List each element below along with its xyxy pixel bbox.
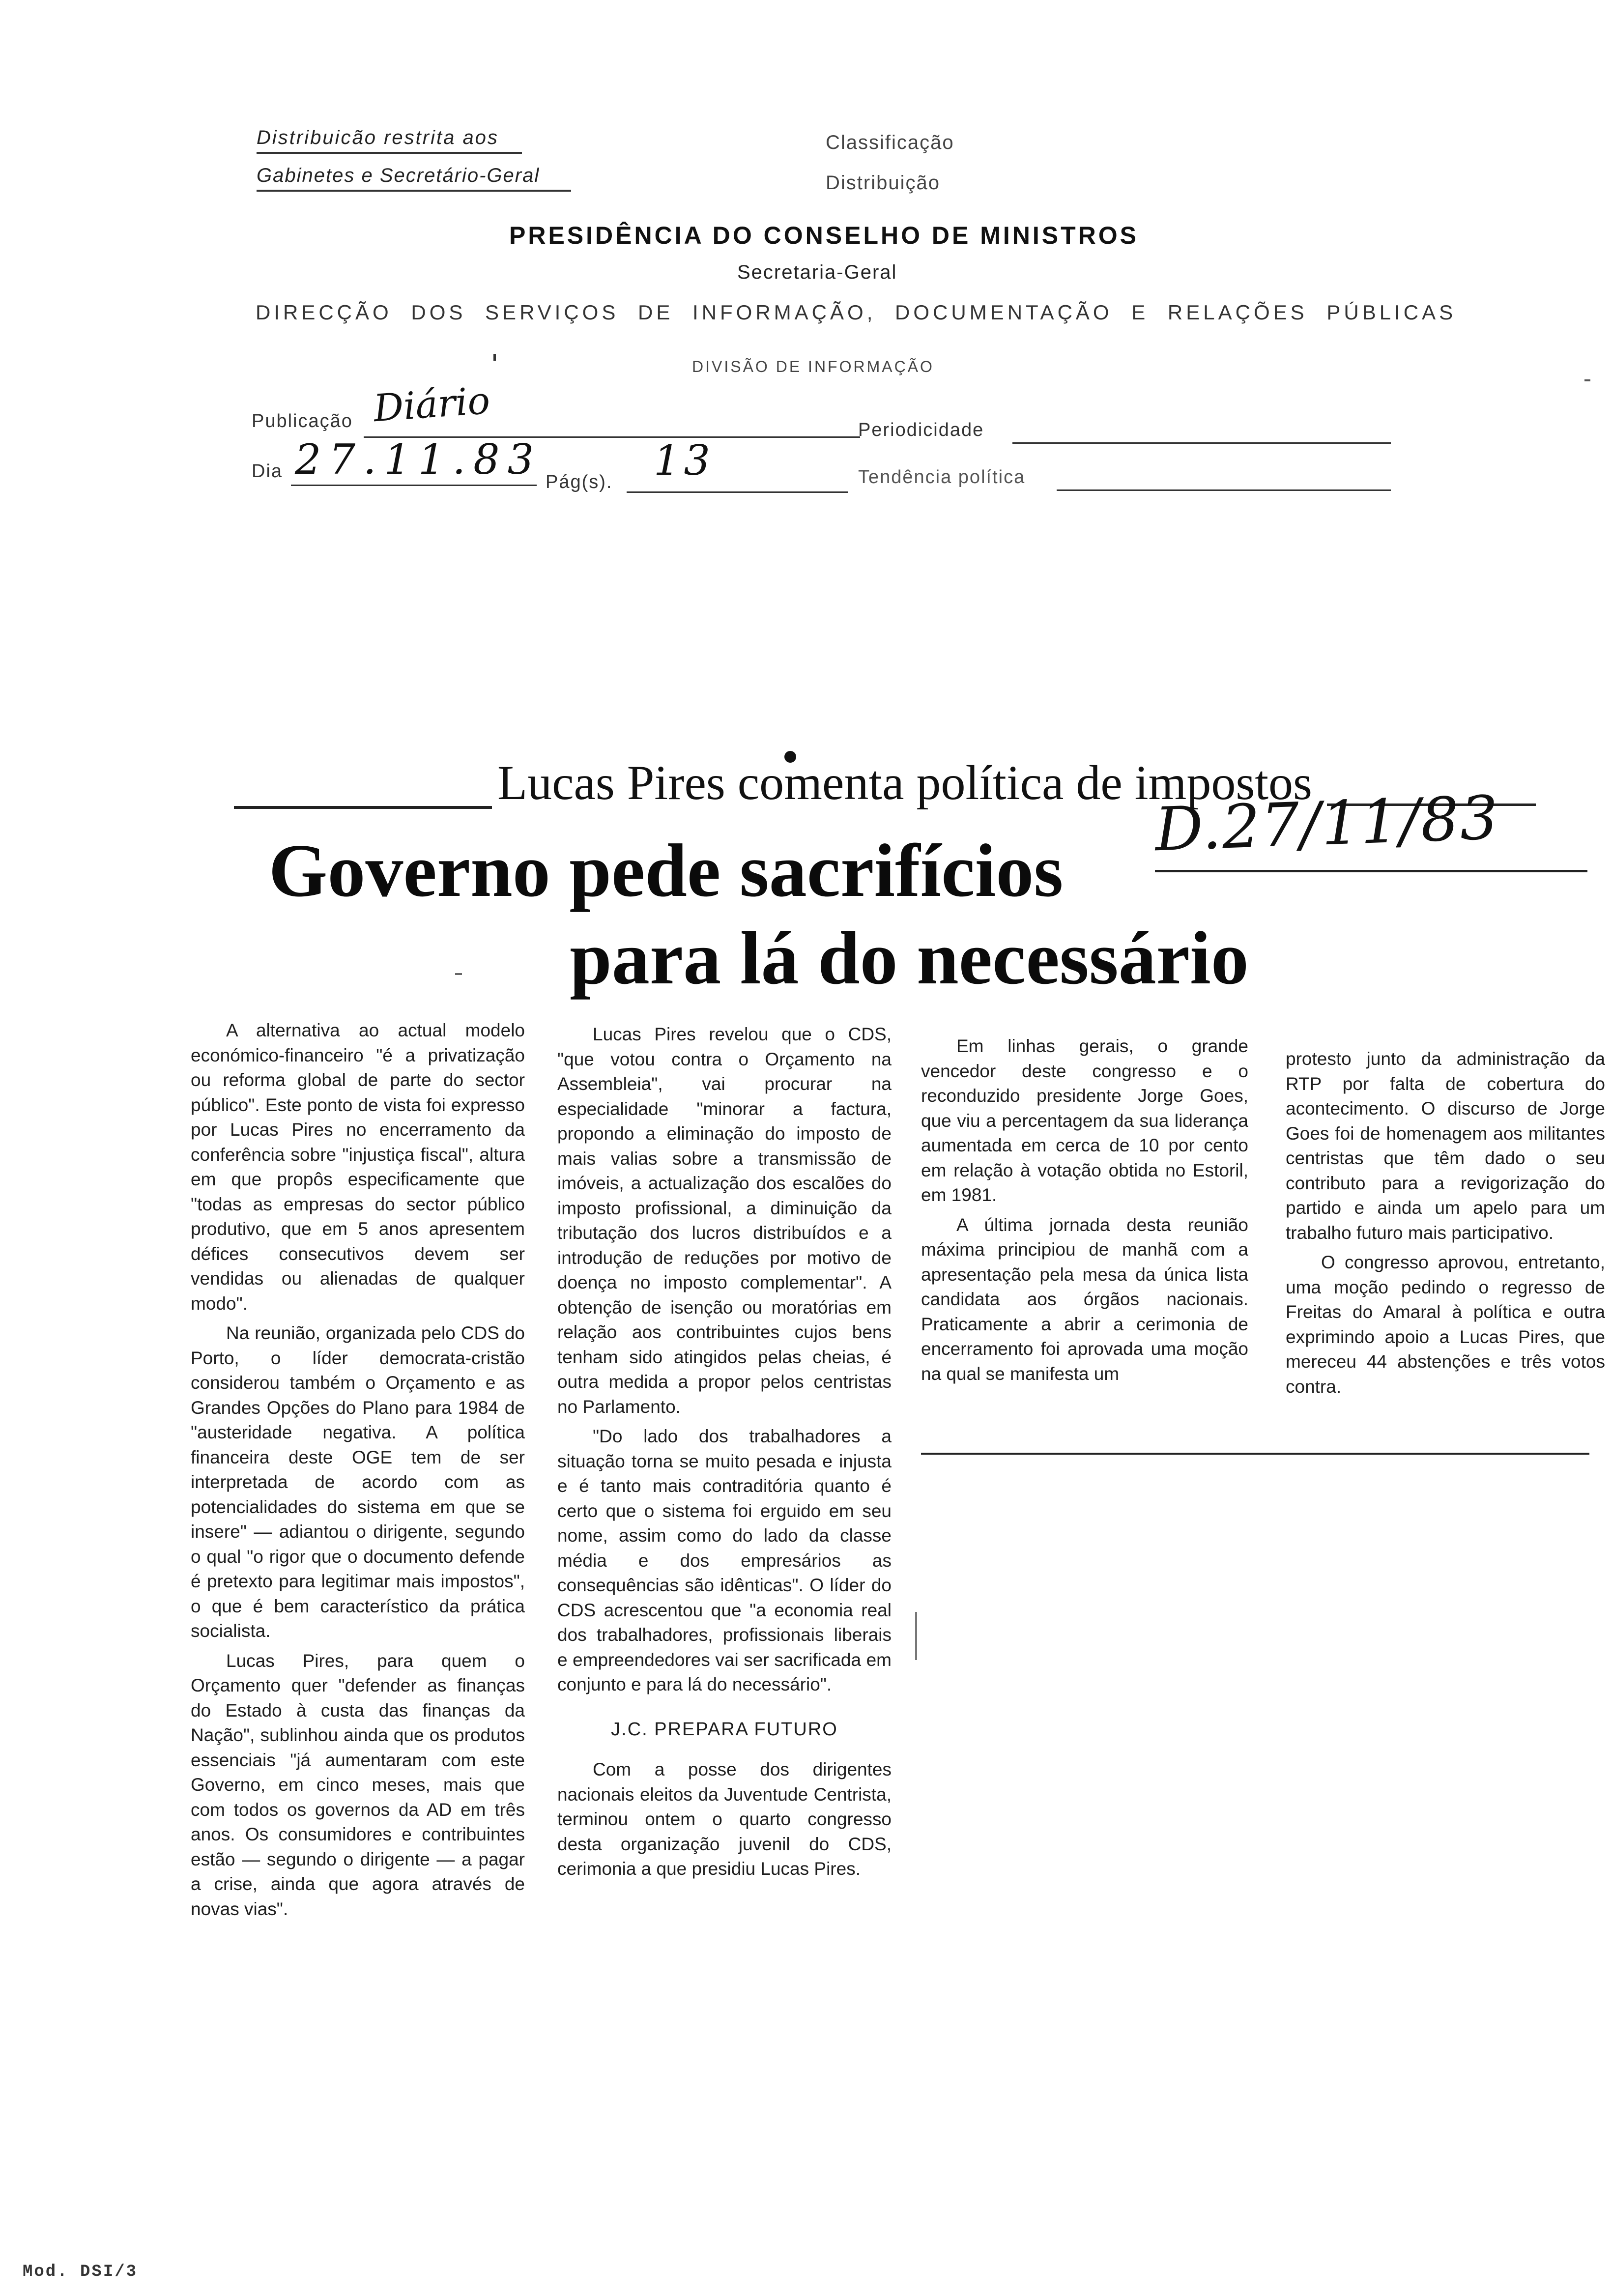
col1-paragraph-3: Lucas Pires, para quem o Orçamento quer "defender as finanças do Estado à custa das finanças da Nação", sublinhou ainda que os produtos essenciais "já aumentaram com este Governo, em cinco meses, mais que com todos os governos da AD em três anos. Os consumidores e contribuintes estão — segundo o dirigente — a pagar a crise, ainda que agora através de novas vias". — [191, 1650, 525, 1919]
col2-subheading: J.C. PREPARA FUTURO — [611, 1719, 838, 1740]
col2-paragraph-2: "Do lado dos trabalhadores a situação torna se muito pesada e injusta e é tanto mais contraditória quanto é certo que o sistema foi erguido em seu nome, assim como do lado da classe média e dos empresários as consequências são idênticas". O líder do CDS acrescentou que "a economia real dos trabalhadores, profissionais liberais e empreendedores vai ser sacrificada em conjunto e para lá do necessário". — [557, 1426, 892, 1694]
margin-dash — [1584, 379, 1590, 381]
distribution-label: Distribuição — [826, 172, 940, 194]
day-line — [291, 485, 537, 486]
tick-mark — [493, 354, 496, 361]
political-tendency-line — [1057, 489, 1391, 491]
col4-paragraph-2: O congresso aprovou, entretanto, uma moção pedindo o regresso de Freitas do Amaral à política e outra exprimindo apoio a Lucas Pires, que mereceu 44 abstenções e três votos contra. — [1286, 1252, 1605, 1397]
col1-paragraph-2: Na reunião, organizada pelo CDS do Porto, o líder democrata-cristão considerou também o Orçamento e as Grandes Opções do Plano para 1984 de "austeridade negativa. A política financeira deste OGE tem de ser interpretada de acordo com as potencialidades do sistema em que se insere" — adiantou o dirigente, segundo o qual "o rigor que o documento defende é pretexto para legitimar mais impostos", o que é bem característico da prática socialista. — [191, 1323, 525, 1641]
stray-dash — [455, 973, 462, 975]
col3-paragraph-2: A última jornada desta reunião máxima principiou de manhã com a apresentação pela mesa da única lista candidata aos órgãos nacionais. Praticamente a abrir a cerimonia de encerramento foi aprovada uma moção na qual se manifesta um — [921, 1214, 1248, 1384]
political-tendency-label: Tendência política — [858, 467, 1026, 488]
col2-paragraph-1: Lucas Pires revelou que o CDS, "que votou contra o Orçamento na Assembleia", vai procurar na especialidade "minorar a factura, propondo a eliminação do imposto de mais valias sobre a transmissão de imóveis, a actualização dos escalões do imposto profissional, a diminuição da tributação dos lucros distribuídos e a introdução de reduções por motivo de doença no imposto complementar". A obtenção de isenção ou moratórias em relação aos contribuintes cujos bens tenham sido atingidos pelas cheias, é outra medida a propor pelos centristas no Parlamento. — [557, 1024, 892, 1417]
col4-paragraph-1: protesto junto da administração da RTP por falta de cobertura do acontecimento. O discurso de Jorge Goes foi de homenagem aos militantes centristas que têm dado o seu contributo para a revigorização do partido e ainda um apelo para um trabalho futuro mais participativo. — [1286, 1049, 1605, 1243]
article-column-3 — [921, 1034, 1248, 1386]
annotation-strike — [1155, 870, 1587, 872]
headline-line2: para lá do necessário — [570, 917, 1249, 1000]
pages-value: 13 — [654, 436, 714, 485]
col1-paragraph-1: A alternativa ao actual modelo económico-financeiro "é a privatização ou reforma global de parte do sector público". Este ponto de vista foi expresso por Lucas Pires no encerramento da conferência sobre "injustiça fiscal", altura em que propôs especificamente que "todas as empresas do sector público produtivo, que em 5 anos apresentem défices consecutivos devem ser vendidas ou alienadas de qualquer modo". — [191, 1020, 525, 1314]
periodicity-line — [1012, 442, 1391, 444]
article-end-rule — [921, 1453, 1589, 1455]
publication-value: Diário — [372, 378, 491, 430]
publication-label: Publicação — [252, 411, 353, 431]
handwritten-date-annotation: D.27/11/83 — [1153, 782, 1500, 865]
pages-label: Pág(s). — [546, 472, 613, 492]
distribution-restriction-line1: Distribuicão restrita aos — [257, 127, 522, 154]
form-code: Mod. DSI/3 — [23, 2263, 138, 2281]
classification-label: Classificação — [826, 132, 954, 153]
pages-line — [627, 491, 848, 493]
institution-name: PRESIDÊNCIA DO CONSELHO DE MINISTROS — [509, 222, 1139, 249]
article-kicker: Lucas Pires comenta política de impostos — [497, 755, 1312, 810]
division-name: DIVISÃO DE INFORMAÇÃO — [692, 358, 934, 375]
article-column-2 — [557, 1022, 892, 1882]
article-column-4 — [1286, 1047, 1605, 1399]
col3-paragraph-1: Em linhas gerais, o grande vencedor deste congresso e o reconduzido presidente Jorge Goes, que viu a percentagem da sua liderança aumentada em cerca de 10 por cento em relação à votação obtida no Estoril, em 1981. — [921, 1036, 1248, 1205]
directorate-name: DIRECÇÃO DOS SERVIÇOS DE INFORMAÇÃO, DOCUMENTAÇÃO E RELAÇÕES PÚBLICAS — [256, 301, 1457, 324]
distribution-restriction-line2: Gabinetes e Secretário-Geral — [257, 165, 571, 192]
day-label: Dia — [252, 461, 283, 482]
headline-line1: Governo pede sacrifícios — [268, 829, 1064, 913]
kicker-rule-left — [234, 806, 492, 809]
column-mark — [915, 1612, 917, 1660]
article-column-1 — [191, 1018, 525, 1922]
day-value: 27.11.83 — [295, 435, 542, 484]
periodicity-label: Periodicidade — [858, 420, 984, 440]
secretariat-name: Secretaria-Geral — [737, 261, 897, 283]
col2-paragraph-3: Com a posse dos dirigentes nacionais eleitos da Juventude Centrista, terminou ontem o quarto congresso desta organização juvenil do CDS, cerimonia a que presidiu Lucas Pires. — [557, 1759, 892, 1879]
